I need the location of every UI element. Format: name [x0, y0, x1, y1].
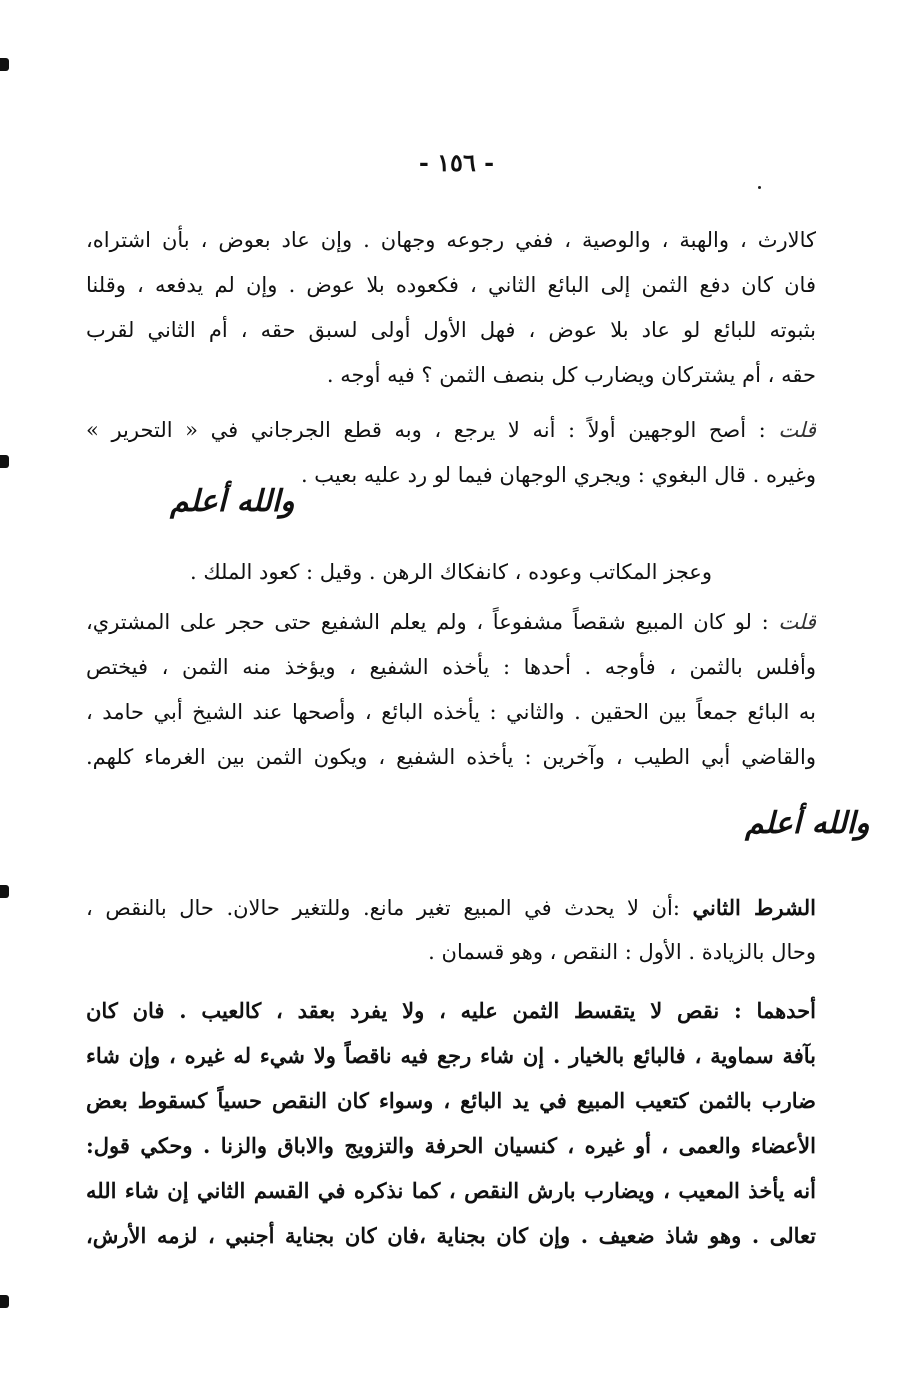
ink-dot: [758, 186, 761, 189]
section-heading: أحدهما: [756, 998, 816, 1023]
text-line: [86, 885, 816, 930]
text-line: وأفلس بالثمن ، فأوجه . أحدها : يأخذه الشفيع ، ويؤخذ منه الثمن ، فيختص: [86, 655, 816, 679]
text-line: الأعضاء والعمى ، أو غيره ، كنسيان الحرفة والتزويج والاباق والزنا . وحكي قول:: [86, 1133, 816, 1158]
paragraph-1: [86, 218, 816, 398]
page-number: - ١٥٦ -: [418, 148, 495, 177]
binding-mark: [0, 885, 9, 898]
text-line: بآفة سماوية ، فالبائع بالخيار . إن شاء رجع فيه ناقصاً ولا شيء له غيره ، وإن شاء: [86, 1043, 816, 1068]
text-line: وغيره . قال البغوي : ويجري الوجهان فيما لو رد عليه بعيب .: [300, 463, 816, 487]
binding-mark: [0, 455, 9, 468]
signature-wallahu-alam: والله أعلم: [170, 484, 295, 519]
text-line: وعجز المكاتب وعوده ، كانفكاك الرهن . وقيل : كعود الملك .: [190, 560, 712, 584]
binding-mark: [0, 58, 9, 71]
text-line: بثبوته للبائع لو عاد بلا عوض ، فهل الأول أولى لسبق حقه ، أم الثاني لقرب: [86, 318, 816, 342]
text-line: أنه يأخذ المعيب ، ويضارب بارش النقص ، كما نذكره في القسم الثاني إن شاء الله: [86, 1178, 816, 1203]
text-span: : لو كان المبيع شقصاً مشفوعاً ، ولم يعلم الشفيع حتى حجر على المشتري،: [86, 610, 769, 634]
text-line: كالارث ، والهبة ، والوصية ، ففي رجوعه وجهان . وإن عاد بعوض ، بأن اشتراه،: [86, 228, 816, 252]
text-span: :أن لا يحدث في المبيع تغير مانع. وللتغير حالان. حال بالنقص ،: [86, 896, 680, 920]
text-line: تعالى . وهو شاذ ضعيف . وإن كان بجناية ،فان كان بجناية أجنبي ، لزمه الأرش،: [86, 1223, 816, 1248]
binding-mark: [0, 1295, 9, 1308]
paragraph-4: [86, 600, 816, 780]
paragraph-3: [86, 550, 816, 595]
text-line: فان كان دفع الثمن إلى البائع الثاني ، فكعوده بلا عوض . وإن لم يدفعه ، وقلنا: [86, 273, 816, 297]
text-line: [86, 600, 816, 645]
text-line: [86, 988, 816, 1033]
text-line: ضارب بالثمن كتعيب المبيع في يد البائع ، وسواء كان النقص حسياً كسقوط بعض: [86, 1088, 816, 1113]
text-line: والقاضي أبي الطيب ، وآخرين : يأخذه الشفيع ، ويكون الثمن بين الغرماء كلهم.: [86, 745, 816, 769]
paragraph-5: [86, 885, 816, 975]
keyword-qultu: قلت: [778, 418, 816, 442]
keyword-qultu: قلت: [778, 610, 816, 634]
section-heading: الشرط الثاني: [692, 895, 816, 920]
text-span: : نقص لا يتقسط الثمن عليه ، ولا يفرد بعقد ، كالعيب . فان كان: [86, 998, 742, 1023]
text-line: به البائع جمعاً بين الحقين . والثاني : يأخذه البائع ، وأصحها عند الشيخ أبي حامد ،: [86, 700, 816, 724]
text-line: وحال بالزيادة . الأول : النقص ، وهو قسمان .: [428, 940, 816, 964]
text-span: : أصح الوجهين أولاً : أنه لا يرجع ، وبه قطع الجرجاني في « التحرير »: [86, 418, 766, 442]
text-line: حقه ، أم يشتركان ويضارب كل بنصف الثمن ؟ فيه أوجه .: [326, 363, 816, 387]
signature-wallahu-alam: والله أعلم: [745, 806, 870, 841]
text-line: [86, 408, 816, 453]
paragraph-6: [86, 988, 816, 1258]
